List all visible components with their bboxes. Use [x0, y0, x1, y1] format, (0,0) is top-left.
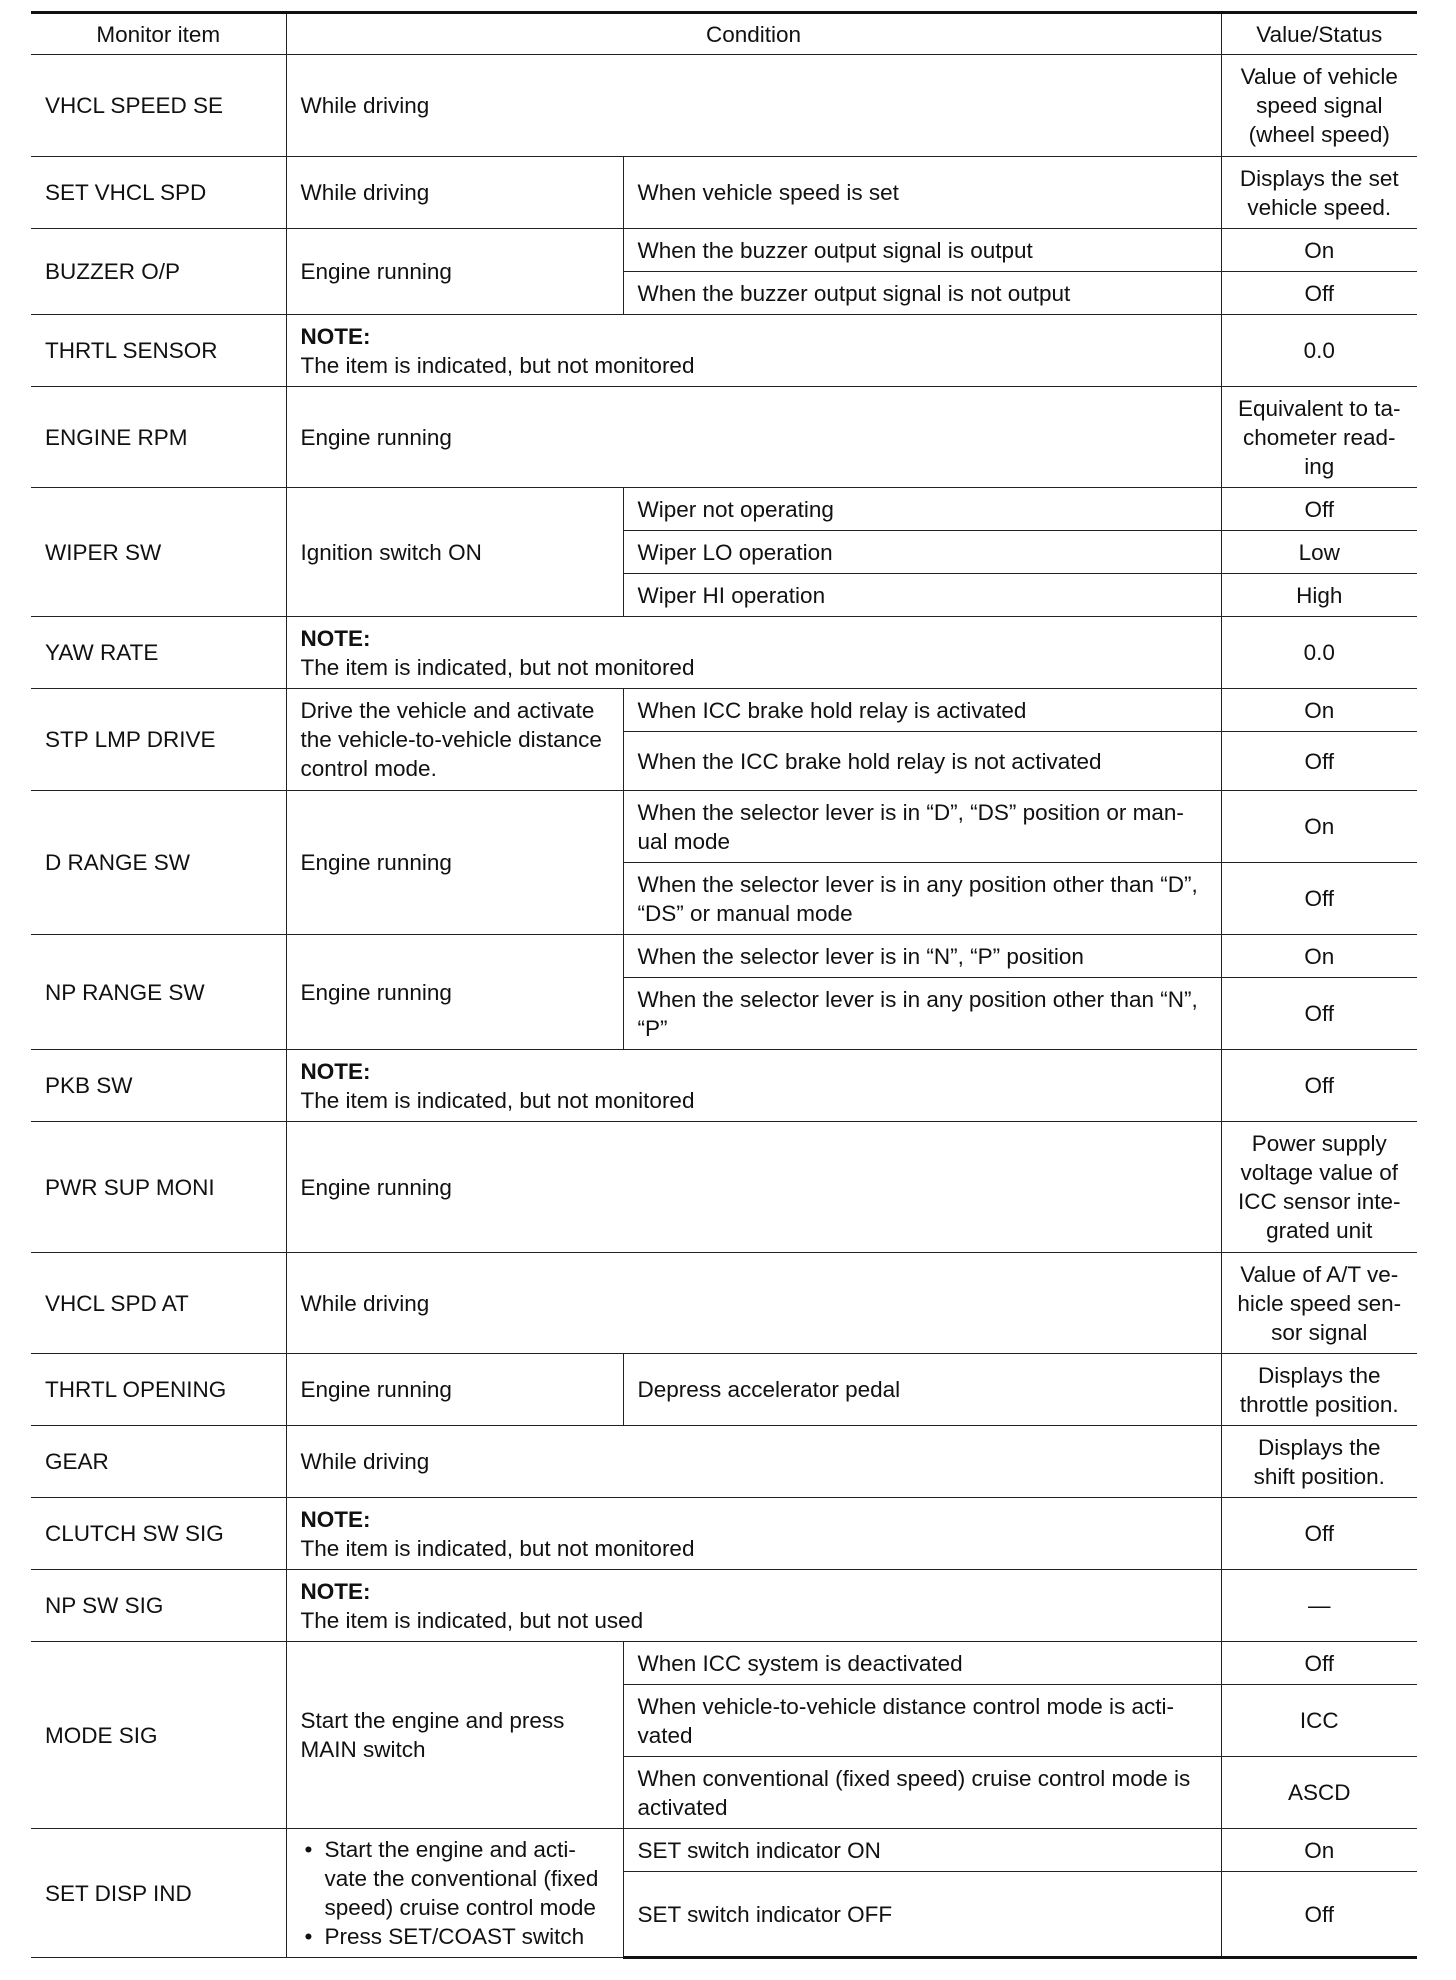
note-label: NOTE:	[300, 1506, 371, 1532]
monitor-item-cell: SET VHCL SPD	[31, 157, 286, 229]
value-cell: Off	[1221, 488, 1417, 531]
value-cell: Value of vehicle speed signal (wheel speed)	[1221, 55, 1417, 157]
monitor-item-cell: WIPER SW	[31, 488, 286, 617]
table-row	[31, 1253, 1417, 1354]
table-row	[31, 1354, 1417, 1426]
table-row	[31, 1570, 1417, 1642]
value-cell: Displays the set vehicle speed.	[1221, 157, 1417, 229]
condition-bullet-list	[301, 1835, 609, 1951]
table-row	[31, 315, 1417, 387]
condition-cell: Engine running	[286, 1354, 623, 1426]
condition-cell: While driving	[286, 1426, 1221, 1498]
condition-cell: Engine running	[286, 791, 623, 935]
table-row	[31, 791, 1417, 863]
value-cell: ASCD	[1221, 1757, 1417, 1829]
monitor-item-cell: BUZZER O/P	[31, 229, 286, 315]
note-cell	[286, 315, 1221, 387]
condition-cell: Engine running	[286, 935, 623, 1050]
value-cell: —	[1221, 1570, 1417, 1642]
value-cell: Equivalent to ta-chometer read-ing	[1221, 387, 1417, 488]
monitor-item-cell: CLUTCH SW SIG	[31, 1498, 286, 1570]
sub-condition-cell: SET switch indicator ON	[623, 1829, 1221, 1872]
note-text: The item is indicated, but not monitored	[300, 352, 695, 378]
table-row	[31, 488, 1417, 531]
sub-condition-cell: When ICC brake hold relay is activated	[623, 689, 1221, 732]
monitor-item-cell: ENGINE RPM	[31, 387, 286, 488]
monitor-item-cell: PKB SW	[31, 1050, 286, 1122]
note-text: The item is indicated, but not used	[300, 1607, 644, 1633]
note-text: The item is indicated, but not monitored	[300, 654, 695, 680]
table-row	[31, 617, 1417, 689]
monitor-item-cell: NP SW SIG	[31, 1570, 286, 1642]
monitor-item-table	[31, 11, 1417, 1959]
value-cell: ICC	[1221, 1685, 1417, 1757]
value-cell: High	[1221, 574, 1417, 617]
value-cell: Off	[1221, 1642, 1417, 1685]
sub-condition-cell: SET switch indicator OFF	[623, 1872, 1221, 1958]
sub-condition-cell: Wiper HI operation	[623, 574, 1221, 617]
sub-condition-cell: When the selector lever is in “D”, “DS” position or man-ual mode	[623, 791, 1221, 863]
condition-cell: Engine running	[286, 229, 623, 315]
monitor-item-cell: YAW RATE	[31, 617, 286, 689]
monitor-item-cell: VHCL SPD AT	[31, 1253, 286, 1354]
monitor-item-cell: D RANGE SW	[31, 791, 286, 935]
table-row	[31, 689, 1417, 732]
note-text: The item is indicated, but not monitored	[300, 1087, 695, 1113]
note-text: The item is indicated, but not monitored	[300, 1535, 695, 1561]
value-cell: Off	[1221, 272, 1417, 315]
value-cell: On	[1221, 935, 1417, 978]
value-cell: Displays the shift position.	[1221, 1426, 1417, 1498]
sub-condition-cell: When vehicle speed is set	[623, 157, 1221, 229]
value-cell: On	[1221, 791, 1417, 863]
value-cell: Off	[1221, 732, 1417, 791]
note-label: NOTE:	[300, 625, 371, 651]
header-condition: Condition	[286, 13, 1221, 55]
condition-cell: While driving	[286, 157, 623, 229]
note-label: NOTE:	[300, 323, 371, 349]
note-label: NOTE:	[300, 1058, 371, 1084]
value-cell: Off	[1221, 863, 1417, 935]
value-cell: On	[1221, 689, 1417, 732]
sub-condition-cell: Wiper LO operation	[623, 531, 1221, 574]
condition-cell: While driving	[286, 55, 1221, 157]
value-cell: Off	[1221, 1872, 1417, 1958]
table-row	[31, 387, 1417, 488]
value-cell: Off	[1221, 1498, 1417, 1570]
condition-bullet: • Press SET/COAST switch	[325, 1922, 609, 1951]
sub-condition-cell: When the buzzer output signal is not output	[623, 272, 1221, 315]
table-row	[31, 1122, 1417, 1253]
table-row	[31, 1498, 1417, 1570]
condition-cell: Engine running	[286, 387, 1221, 488]
value-cell: Value of A/T ve-hicle speed sen-sor signal	[1221, 1253, 1417, 1354]
value-cell: Off	[1221, 1050, 1417, 1122]
monitor-item-cell: MODE SIG	[31, 1642, 286, 1829]
condition-cell	[286, 1829, 623, 1958]
value-cell: On	[1221, 1829, 1417, 1872]
value-cell: Displays the throttle position.	[1221, 1354, 1417, 1426]
note-cell	[286, 617, 1221, 689]
sub-condition-cell: When conventional (fixed speed) cruise control mode is activated	[623, 1757, 1221, 1829]
sub-condition-cell: When the selector lever is in “N”, “P” position	[623, 935, 1221, 978]
table-row	[31, 55, 1417, 157]
value-cell: 0.0	[1221, 315, 1417, 387]
header-row	[31, 13, 1417, 55]
monitor-item-cell: SET DISP IND	[31, 1829, 286, 1958]
condition-cell: Drive the vehicle and activate the vehicle-to-vehicle distance control mode.	[286, 689, 623, 791]
table-row	[31, 1642, 1417, 1685]
sub-condition-cell: When the ICC brake hold relay is not activated	[623, 732, 1221, 791]
sub-condition-cell: When the selector lever is in any position other than “D”, “DS” or manual mode	[623, 863, 1221, 935]
table-row	[31, 229, 1417, 272]
value-cell: Power supply voltage value of ICC sensor inte-grated unit	[1221, 1122, 1417, 1253]
monitor-item-cell: STP LMP DRIVE	[31, 689, 286, 791]
condition-cell: Start the engine and press MAIN switch	[286, 1642, 623, 1829]
header-monitor-item: Monitor item	[31, 13, 286, 55]
condition-cell: While driving	[286, 1253, 1221, 1354]
sub-condition-cell: When the selector lever is in any position other than “N”, “P”	[623, 978, 1221, 1050]
table-row	[31, 935, 1417, 978]
value-cell: On	[1221, 229, 1417, 272]
value-cell: Off	[1221, 978, 1417, 1050]
monitor-item-cell: PWR SUP MONI	[31, 1122, 286, 1253]
sub-condition-cell: When ICC system is deactivated	[623, 1642, 1221, 1685]
condition-bullet: • Start the engine and acti-vate the conventional (fixed speed) cruise control mode	[325, 1835, 609, 1922]
monitor-item-cell: THRTL SENSOR	[31, 315, 286, 387]
note-cell	[286, 1570, 1221, 1642]
sub-condition-cell: Wiper not operating	[623, 488, 1221, 531]
table-row	[31, 1829, 1417, 1872]
monitor-item-cell: NP RANGE SW	[31, 935, 286, 1050]
table-row	[31, 1050, 1417, 1122]
table-row	[31, 157, 1417, 229]
value-cell: 0.0	[1221, 617, 1417, 689]
monitor-item-cell: VHCL SPEED SE	[31, 55, 286, 157]
note-cell	[286, 1050, 1221, 1122]
note-label: NOTE:	[300, 1578, 371, 1604]
note-cell	[286, 1498, 1221, 1570]
condition-cell: Ignition switch ON	[286, 488, 623, 617]
value-cell: Low	[1221, 531, 1417, 574]
sub-condition-cell: When the buzzer output signal is output	[623, 229, 1221, 272]
monitor-item-cell: THRTL OPENING	[31, 1354, 286, 1426]
monitor-item-cell: GEAR	[31, 1426, 286, 1498]
sub-condition-cell: When vehicle-to-vehicle distance control mode is acti-vated	[623, 1685, 1221, 1757]
condition-cell: Engine running	[286, 1122, 1221, 1253]
table-row	[31, 1426, 1417, 1498]
header-value-status: Value/Status	[1221, 13, 1417, 55]
sub-condition-cell: Depress accelerator pedal	[623, 1354, 1221, 1426]
